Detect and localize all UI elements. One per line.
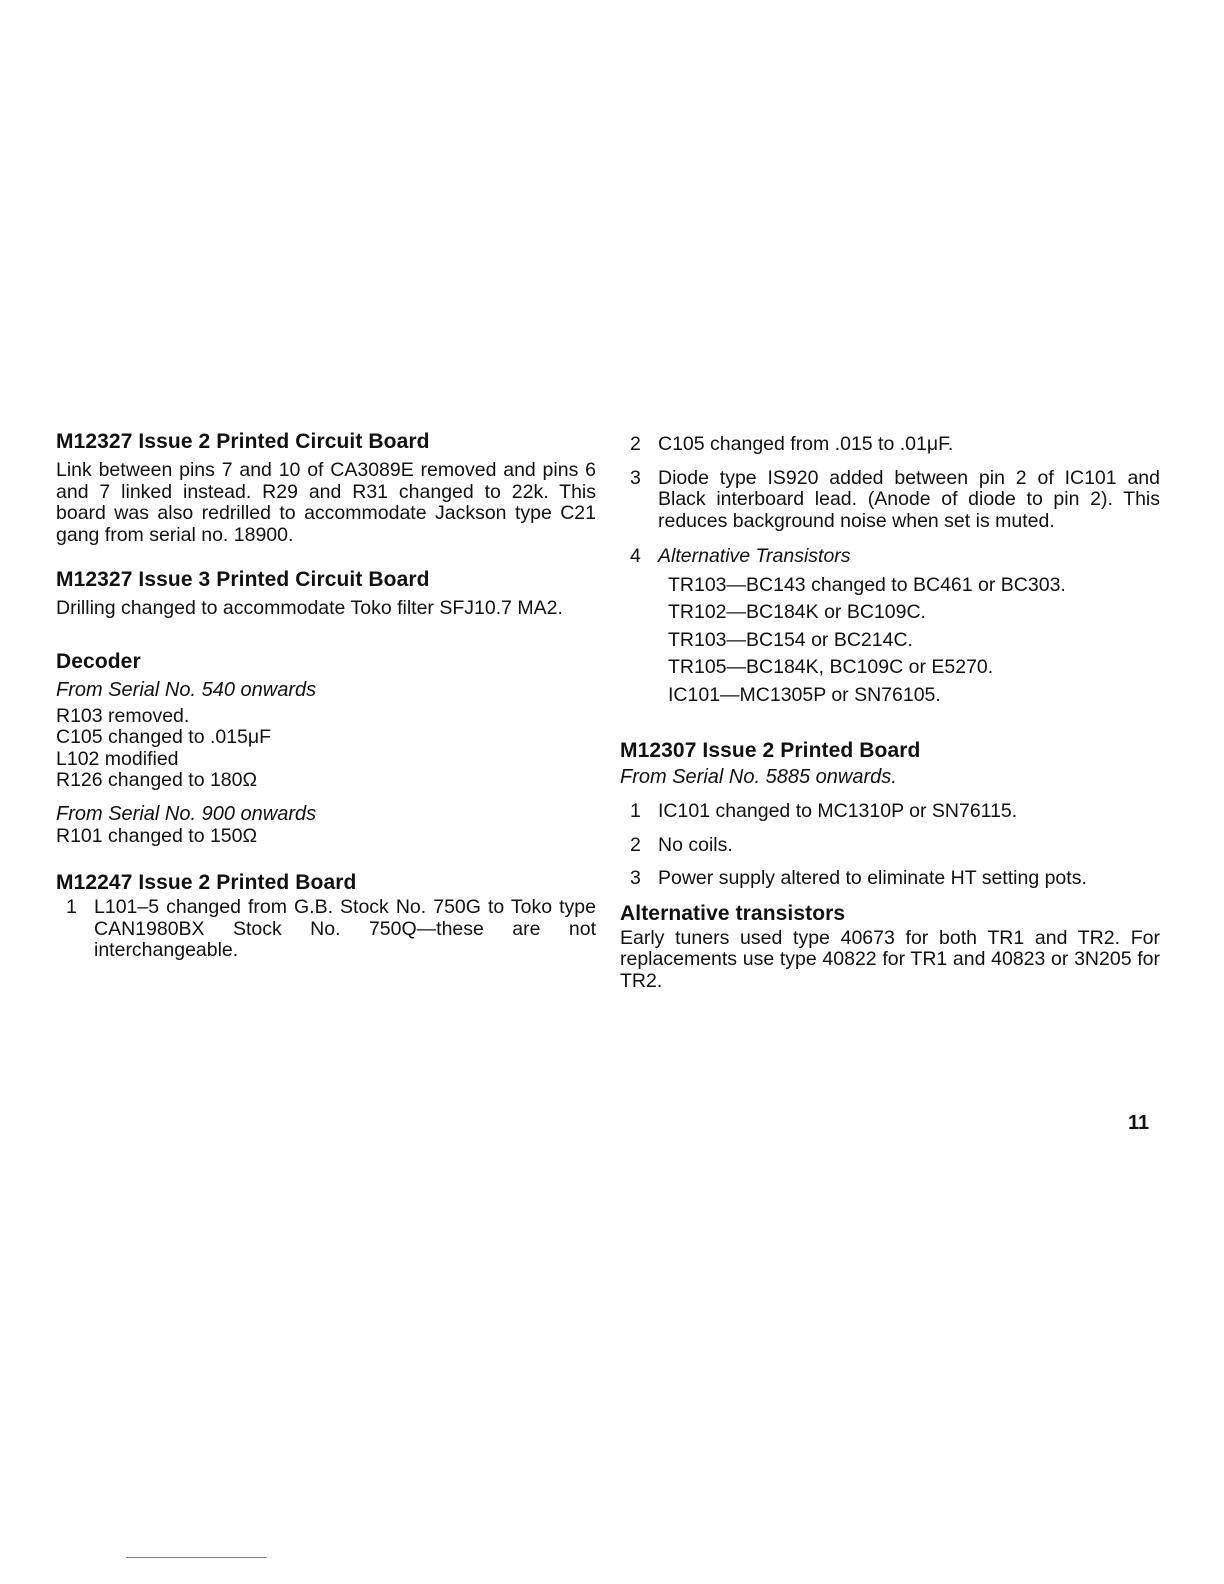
section-m12327-issue-3: [56, 568, 596, 620]
item-number: 3: [630, 867, 641, 889]
change-line: R103 removed.: [56, 704, 190, 727]
list-item: [620, 468, 1160, 533]
change-lines: [56, 706, 596, 792]
item-text: L101–5 changed from G.B. Stock No. 750G to Toko type CAN1980BX Stock No. 750Q—these are not interchangeable.: [94, 896, 596, 961]
section-heading: M12327 Issue 2 Printed Circuit Board: [56, 430, 430, 453]
item-text: Diode type IS920 added between pin 2 of IC101 and Black interboard lead. (Anode of diode to pin 2). This reduces background noise when set is muted.: [658, 466, 1160, 532]
item-text: Power supply altered to eliminate HT setting pots.: [658, 867, 1087, 889]
list-item: [620, 835, 1160, 857]
serial-note: From Serial No. 900 onwards: [56, 802, 317, 825]
item-number: 2: [630, 833, 641, 856]
change-line: R126 changed to 180Ω: [56, 769, 258, 791]
item-text: IC101 changed to MC1310P or SN76115.: [658, 800, 1018, 822]
section-m12247-issue-2: [56, 871, 596, 962]
change-line: C105 changed to .015μF: [56, 726, 272, 748]
section-heading: Decoder: [56, 649, 141, 673]
section-m12327-issue-2: [56, 430, 596, 546]
change-line: R101 changed to 150Ω: [56, 824, 258, 847]
left-column: [56, 430, 596, 962]
section-heading: Alternative transistors: [620, 901, 846, 925]
item-text: Alternative Transistors: [658, 545, 851, 567]
list-item: TR103—BC154 or BC214C.: [668, 628, 913, 651]
item-text: No coils.: [658, 833, 733, 856]
list-item: [620, 801, 1160, 823]
section-alternative-transistors: [620, 902, 1160, 993]
list-item: [620, 434, 1160, 456]
page-number: 11: [1128, 1112, 1150, 1134]
serial-note: From Serial No. 5885 onwards.: [620, 766, 897, 788]
right-column: [620, 430, 1160, 992]
item-number: 3: [630, 466, 641, 489]
section-body: Drilling changed to accommodate Toko filter SFJ10.7 MA2.: [56, 597, 563, 619]
list-item: [620, 868, 1160, 890]
section-body: Early tuners used type 40673 for both TR1 and TR2. For replacements use type 40822 for TR1 and 40823 or 3N205 for TR2.: [620, 926, 1160, 992]
section-decoder: [56, 650, 596, 848]
alternative-transistor-list: [620, 572, 1160, 710]
list-item: IC101—MC1305P or SN76105.: [668, 683, 941, 706]
section-heading: M12247 Issue 2 Printed Board: [56, 871, 357, 894]
change-lines: [56, 826, 596, 848]
list-item: TR102—BC184K or BC109C.: [668, 601, 926, 623]
list-item: TR105—BC184K, BC109C or E5270.: [668, 656, 994, 678]
footer-rule: [126, 1557, 267, 1558]
list-item: [56, 897, 596, 962]
section-heading: M12307 Issue 2 Printed Board: [620, 739, 921, 762]
change-line: L102 modified: [56, 747, 179, 770]
list-item: [620, 546, 1160, 568]
item-number: 2: [630, 433, 641, 455]
section-heading: M12327 Issue 3 Printed Circuit Board: [56, 568, 430, 591]
section-m12307-issue-2: [620, 739, 1160, 890]
item-number: 1: [66, 896, 77, 918]
item-number: 4: [630, 545, 641, 567]
item-number: 1: [630, 800, 641, 822]
section-body: Link between pins 7 and 10 of CA3089E removed and pins 6 and 7 linked instead. R29 and R31 changed to 22k. This board was also redrilled to accommodate Jackson type C21 gang from serial no. 18900.: [56, 459, 596, 546]
item-text: C105 changed from .015 to .01μF.: [658, 433, 954, 455]
serial-note: From Serial No. 540 onwards: [56, 678, 317, 701]
list-item: TR103—BC143 changed to BC461 or BC303.: [668, 573, 1066, 596]
